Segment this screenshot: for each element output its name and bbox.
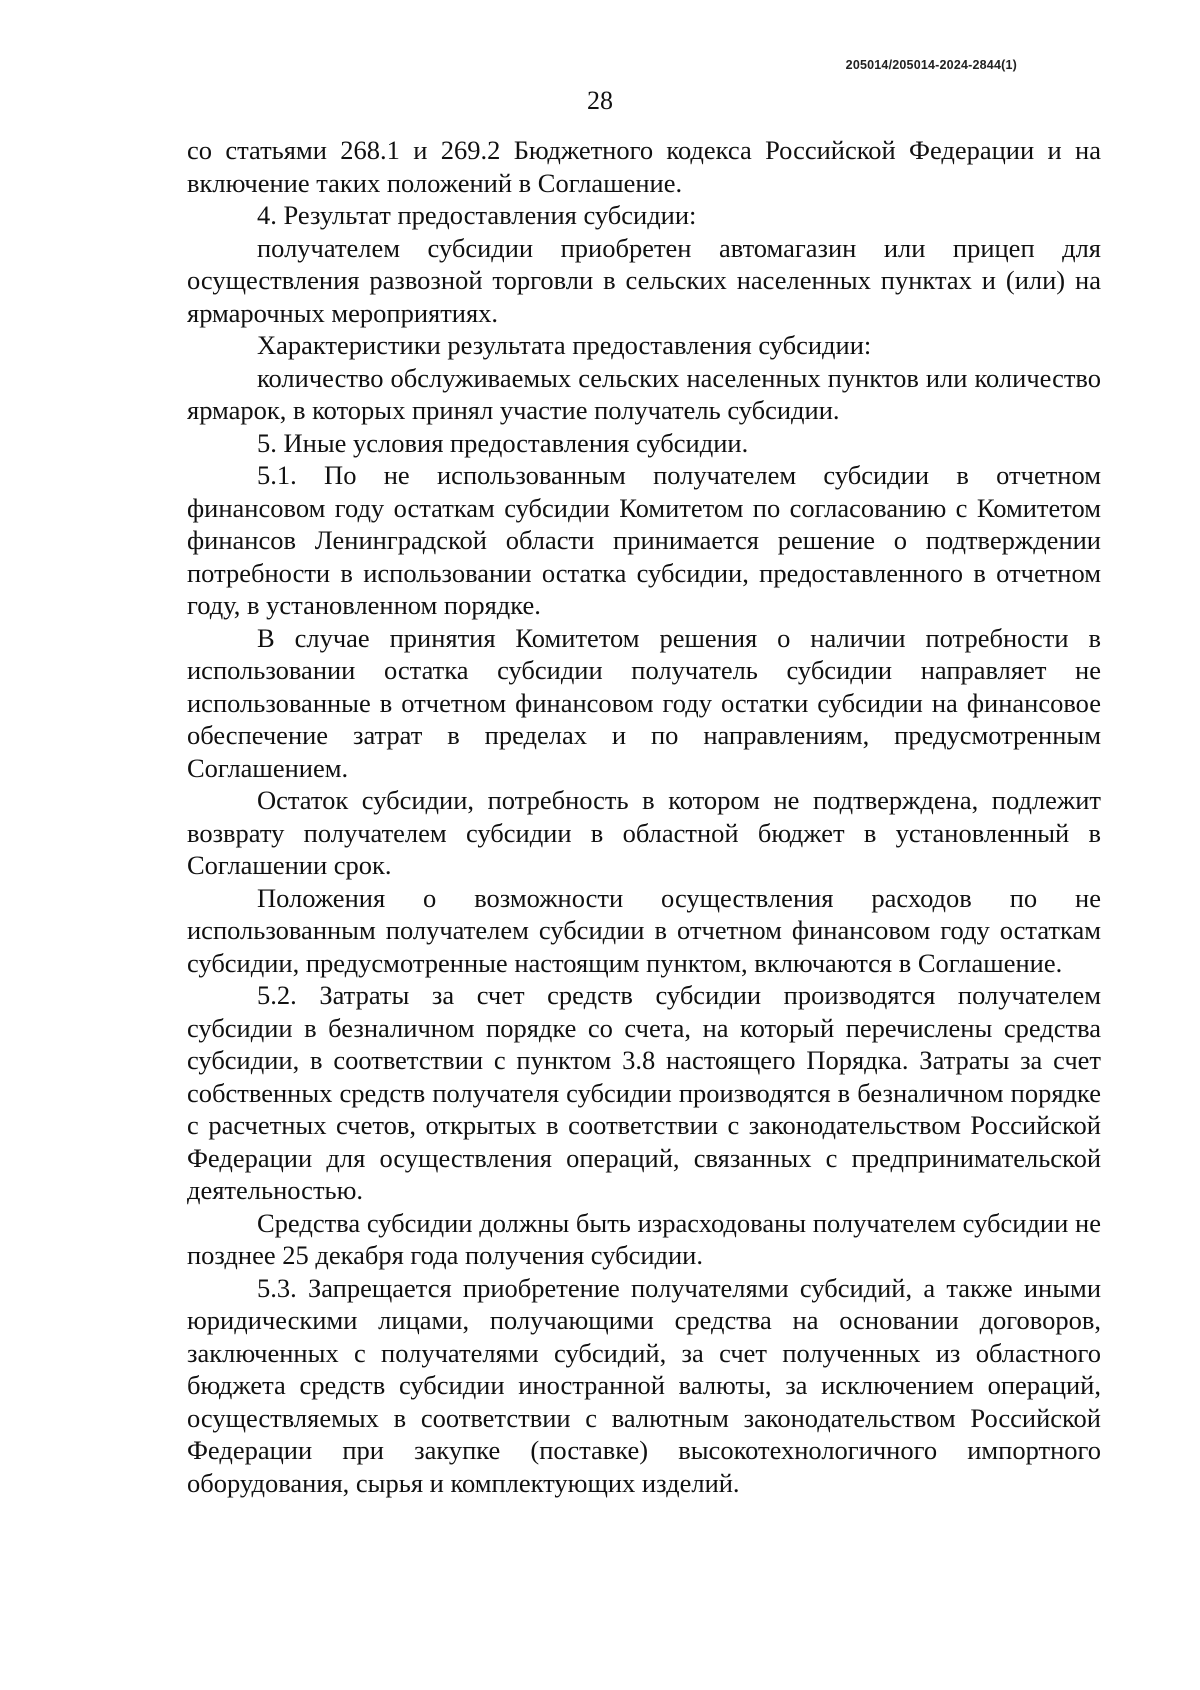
paragraph-5-3: 5.3. Запрещается приобретение получателями субсидий, а также иными юридическими лицами, получающими средства на основании договоров, заключенных с получателями субсидий, за счет полученных из областного бюджета средств субсидии иностранной валюты, за исключением операций, осуществляемых в соответствии с валютным законодательством Российской Федерации при закупке (поставке) высокотехнологичного импортного оборудования, сырья и комплектующих изделий.: [187, 1272, 1101, 1498]
paragraph-remainder-return: Остаток субсидии, потребность в котором не подтверждена, подлежит возврату получателем субсидии в областной бюджет в установленный в Соглашении срок.: [187, 785, 1101, 880]
paragraph-provisions: Положения о возможности осуществления расходов по не использованным получателем субсидии в отчетном финансовом году остаткам субсидии, предусмотренные настоящим пунктом, включаются в Соглашение.: [187, 882, 1101, 978]
paragraph-5-1: 5.1. По не использованным получателем субсидии в отчетном финансовом году остаткам субсидии Комитетом по согласованию с Комитетом финансов Ленинградской области принимается решение о подтверждении потребности в использовании остатка субсидии, предоставленного в отчетном году, в установленном порядке.: [187, 460, 1101, 620]
page-number: 28: [587, 86, 613, 115]
paragraph-committee-decision: В случае принятия Комитетом решения о наличии потребности в использовании остатка субсидии получатель субсидии направляет не использованные в отчетном финансовом году остатки субсидии на финансовое обеспечение затрат в пределах и по направлениям, предусмотренным Соглашением.: [187, 622, 1101, 783]
document-body: [187, 134, 1101, 1499]
paragraph-5-2: 5.2. Затраты за счет средств субсидии производятся получателем субсидии в безналичном порядке со счета, на который перечислены средства субсидии, в соответствии с пунктом 3.8 настоящего Порядка. Затраты за счет собственных средств получателя субсидии производятся в безналичном порядке с расчетных счетов, открытых в соответствии с законодательством Российской Федерации для осуществления операций, связанных с предпринимательской деятельностью.: [187, 980, 1101, 1205]
document-id: 205014/205014-2024-2844(1): [845, 58, 1017, 72]
paragraph-result: получателем субсидии приобретен автомагазин или прицеп для осуществления развозной торговли в сельских населенных пунктах и (или) на ярмарочных мероприятиях.: [187, 232, 1101, 328]
paragraph-deadline: Средства субсидии должны быть израсходованы получателем субсидии не позднее 25 декабря года получения субсидии.: [187, 1207, 1101, 1270]
paragraph-characteristics-heading: Характеристики результата предоставления субсидии:: [257, 330, 872, 360]
section-5-heading: 5. Иные условия предоставления субсидии.: [257, 427, 749, 458]
section-4-heading: 4. Результат предоставления субсидии:: [257, 200, 697, 230]
paragraph-continuation: со статьями 268.1 и 269.2 Бюджетного кодекса Российской Федерации и на включение таких положений в Соглашение.: [187, 135, 1101, 198]
paragraph-characteristics: количество обслуживаемых сельских населенных пунктов или количество ярмарок, в которых принял участие получатель субсидии.: [187, 362, 1101, 425]
